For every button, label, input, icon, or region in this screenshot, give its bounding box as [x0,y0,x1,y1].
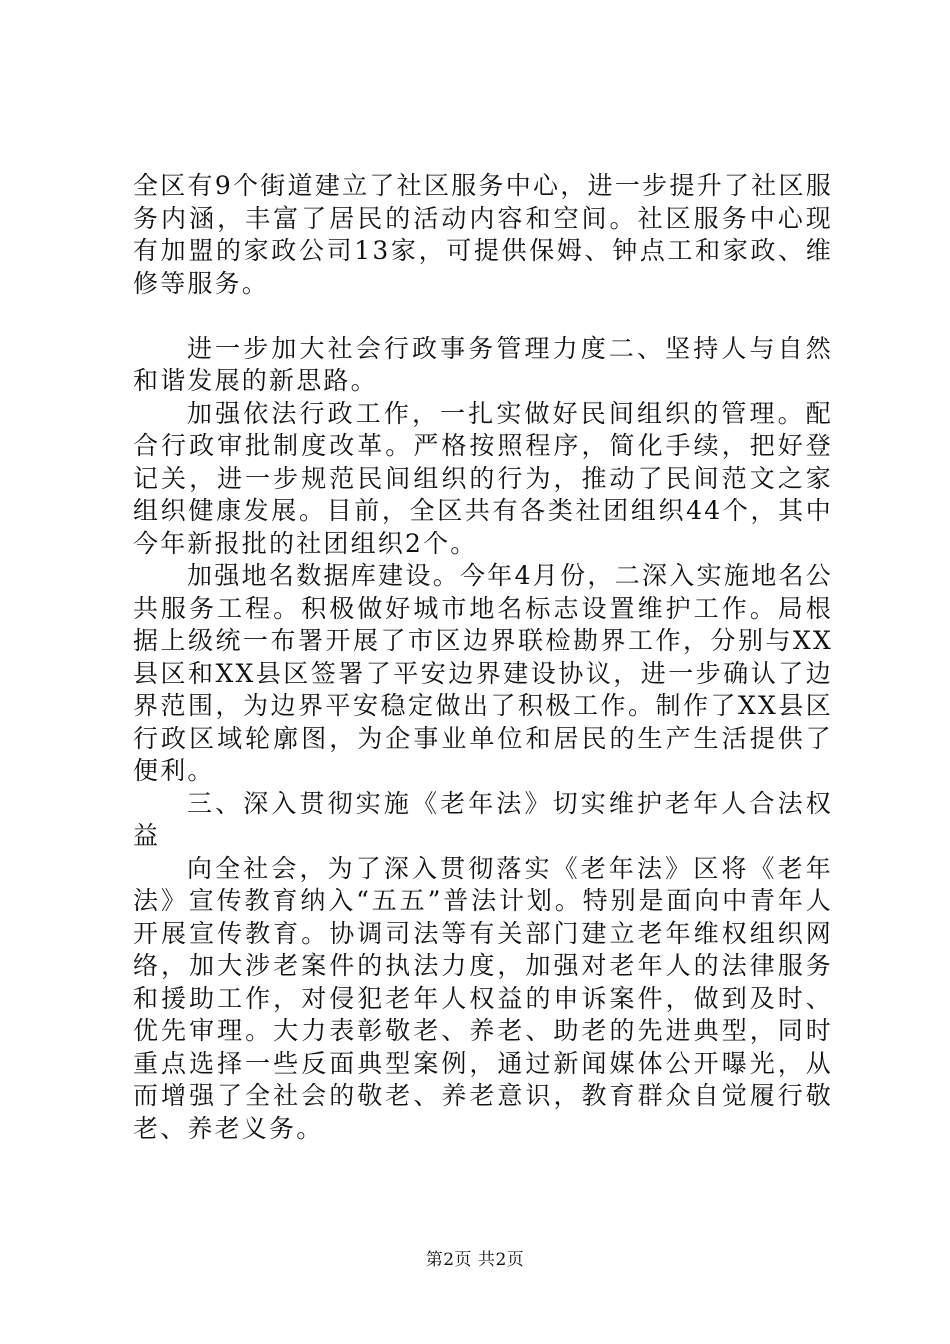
paragraph-administrative-affairs: 进一步加大社会行政事务管理力度二、坚持人与自然和谐发展的新思路。 [133,333,833,395]
paragraph-place-name-database: 加强地名数据库建设。今年4月份，二深入实施地名公共服务工程。积极做好城市地名标志设置维护工作。局根据上级统一布署开展了市区边界联检勘界工作，分别与XX县区和XX县区签署了平安边界建设协议，进一步确认了边界范围，为边界平安稳定做出了积极工作。制作了XX县区行政区域轮廓图，为企事业单位和居民的生产生活提供了便利。 [133,561,833,785]
section-heading-elderly-law: 三、深入贯彻实施《老年法》切实维护老年人合法权益 [133,788,833,850]
paragraph-community-services: 全区有9个街道建立了社区服务中心，进一步提升了社区服务内涵，丰富了居民的活动内容和空间。社区服务中心现有加盟的家政公司13家，可提供保姆、钟点工和家政、维修等服务。 [133,171,833,298]
paragraph-elderly-rights: 向全社会，为了深入贯彻落实《老年法》区将《老年法》宣传教育纳入“五五”普法计划。特别是面向中青年人开展宣传教育。协调司法等有关部门建立老年维权组织网络，加大涉老案件的执法力度，加强对老年人的法律服务和援助工作，对侵犯老年人权益的申诉案件，做到及时、优先审理。大力表彰敬老、养老、助老的先进典型，同时重点选择一些反面典型案例，通过新闻媒体公开曝光，从而增强了全社会的敬老、养老意识，教育群众自觉履行敬老、养老义务。 [133,853,833,1143]
document-body [133,170,833,1145]
page-number-footer: 第2页 共2页 [425,1250,525,1270]
paragraph-lawful-administration: 加强依法行政工作，一扎实做好民间组织的管理。配合行政审批制度改革。严格按照程序，简化手续，把好登记关，进一步规范民间组织的行为，推动了民间范文之家组织健康发展。目前，全区共有各类社团组织44个，其中今年新报批的社团组织2个。 [133,398,833,558]
